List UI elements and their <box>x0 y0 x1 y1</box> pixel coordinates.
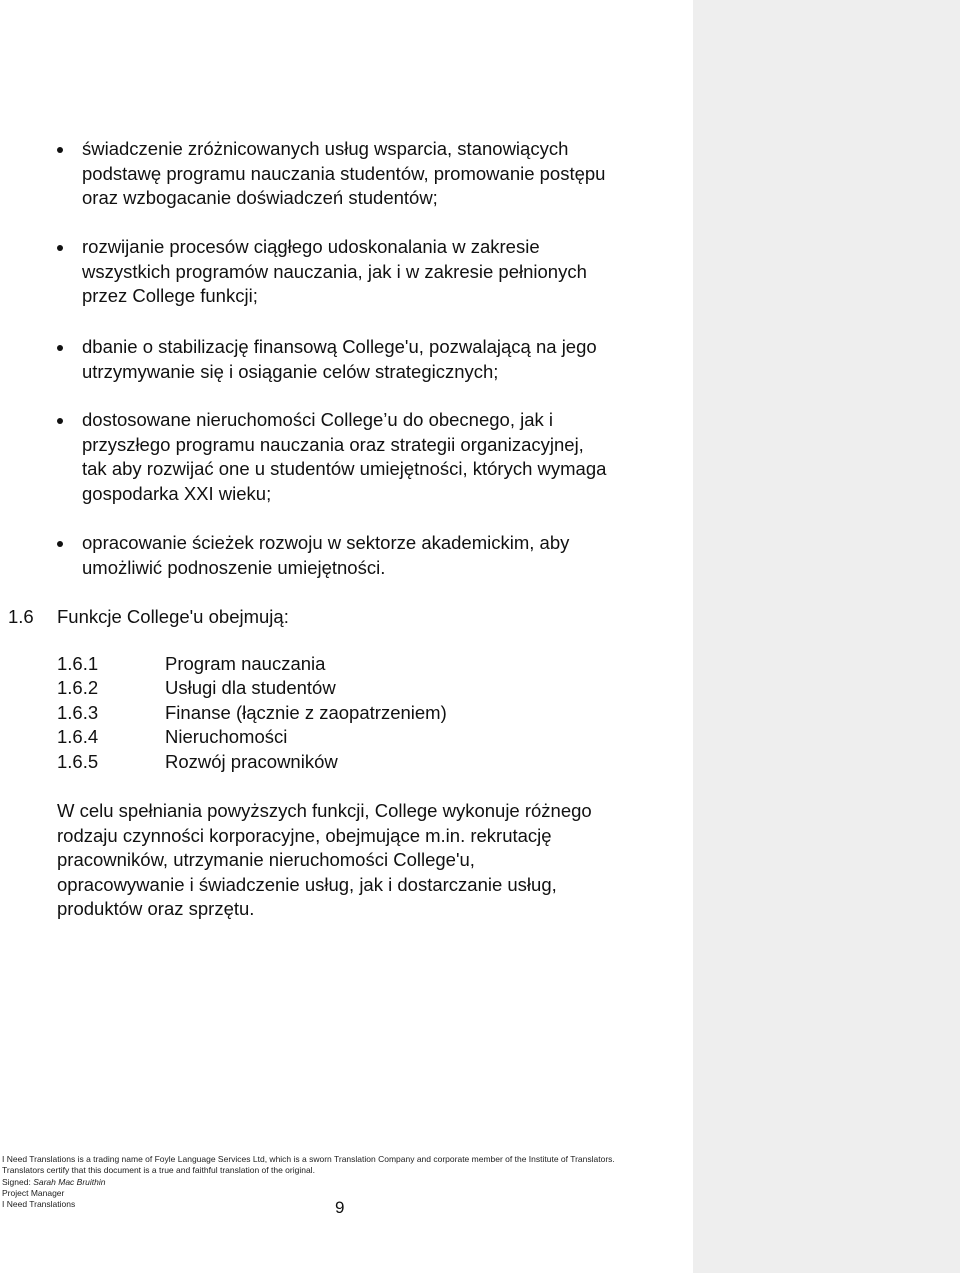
bullet-text: dostosowane nieruchomości College’u do obecnego, jak i przyszłego programu nauczania oraz strategii organizacyjnej, tak aby rozwijać one u studentów umiejętności, których wymaga gospodarka XXI wieku; <box>82 409 607 504</box>
subsection-label: Finanse (łącznie z zaopatrzeniem) <box>165 701 447 723</box>
bullet-dot-icon <box>57 541 63 547</box>
bullet-dot-icon <box>57 147 63 153</box>
bullet-dot-icon <box>57 245 63 251</box>
subsection-label: Usługi dla studentów <box>165 677 336 699</box>
page-number: 9 <box>335 1198 345 1217</box>
footer-signature <box>2 1177 615 1188</box>
section-number: 1.6 <box>8 606 34 627</box>
bullet-item <box>82 137 687 211</box>
subsection-row <box>57 652 447 676</box>
footer-role: Project Manager <box>2 1187 65 1198</box>
subsection-number: 1.6.5 <box>57 750 99 772</box>
subsection-list <box>57 652 447 774</box>
bullet-text: świadczenie zróżnicowanych usług wsparcia, stanowiących podstawę programu nauczania studentów, promowanie postępu oraz wzbogacanie doświadczeń studentów; <box>82 138 606 208</box>
subsection-label: Program nauczania <box>165 653 326 674</box>
bullet-text: rozwijanie procesów ciągłego udoskonalania w zakresie wszystkich programów nauczania, jak i w zakresie pełnionych przez College funkcji; <box>82 236 587 306</box>
signer-name: Sarah Mac Bruithin <box>33 1176 106 1187</box>
bullet-dot-icon <box>57 345 63 351</box>
subsection-number: 1.6.1 <box>57 653 99 674</box>
subsection-row <box>57 701 447 725</box>
bullet-dot-icon <box>57 418 63 424</box>
subsection-label: Nieruchomości <box>165 726 288 748</box>
subsection-row <box>57 750 447 774</box>
bullet-item <box>82 531 687 580</box>
comment-margin-pane <box>693 0 960 1273</box>
subsection-row <box>57 725 447 749</box>
bullet-item <box>82 335 687 384</box>
section-heading <box>8 605 289 629</box>
footer-certification: Translators certify that this document is a true and faithful translation of the original. <box>2 1165 315 1176</box>
bullet-text: dbanie o stabilizację finansową College'u, pozwalającą na jego utrzymywanie się i osiąganie celów strategicznych; <box>82 336 597 382</box>
bullet-text: opracowanie ścieżek rozwoju w sektorze akademickim, aby umożliwić podnoszenie umiejętności. <box>82 532 570 578</box>
subsection-row <box>57 676 447 700</box>
body-paragraph: W celu spełniania powyższych funkcji, College wykonuje różnego rodzaju czynności korporacyjne, obejmujące m.in. rekrutację pracowników, utrzymanie nieruchomości College'u, opracowywanie i świadczenie usług, jak i dostarczanie usług, produktów oraz sprzętu. <box>57 800 592 919</box>
signed-label: Signed: <box>2 1176 34 1187</box>
footer-company-note: I Need Translations is a trading name of Foyle Language Services Ltd, which is a sworn Translation Company and corporate member of the Institute of Translators. <box>2 1154 615 1164</box>
subsection-number: 1.6.2 <box>57 677 99 699</box>
page-footer <box>2 1154 615 1210</box>
subsection-number: 1.6.3 <box>57 701 99 723</box>
subsection-label: Rozwój pracowników <box>165 750 338 772</box>
footer-company: I Need Translations <box>2 1199 76 1210</box>
subsection-number: 1.6.4 <box>57 726 99 748</box>
section-title: Funkcje College'u obejmują: <box>57 606 289 627</box>
bullet-item <box>82 235 687 309</box>
bullet-item <box>82 408 687 506</box>
